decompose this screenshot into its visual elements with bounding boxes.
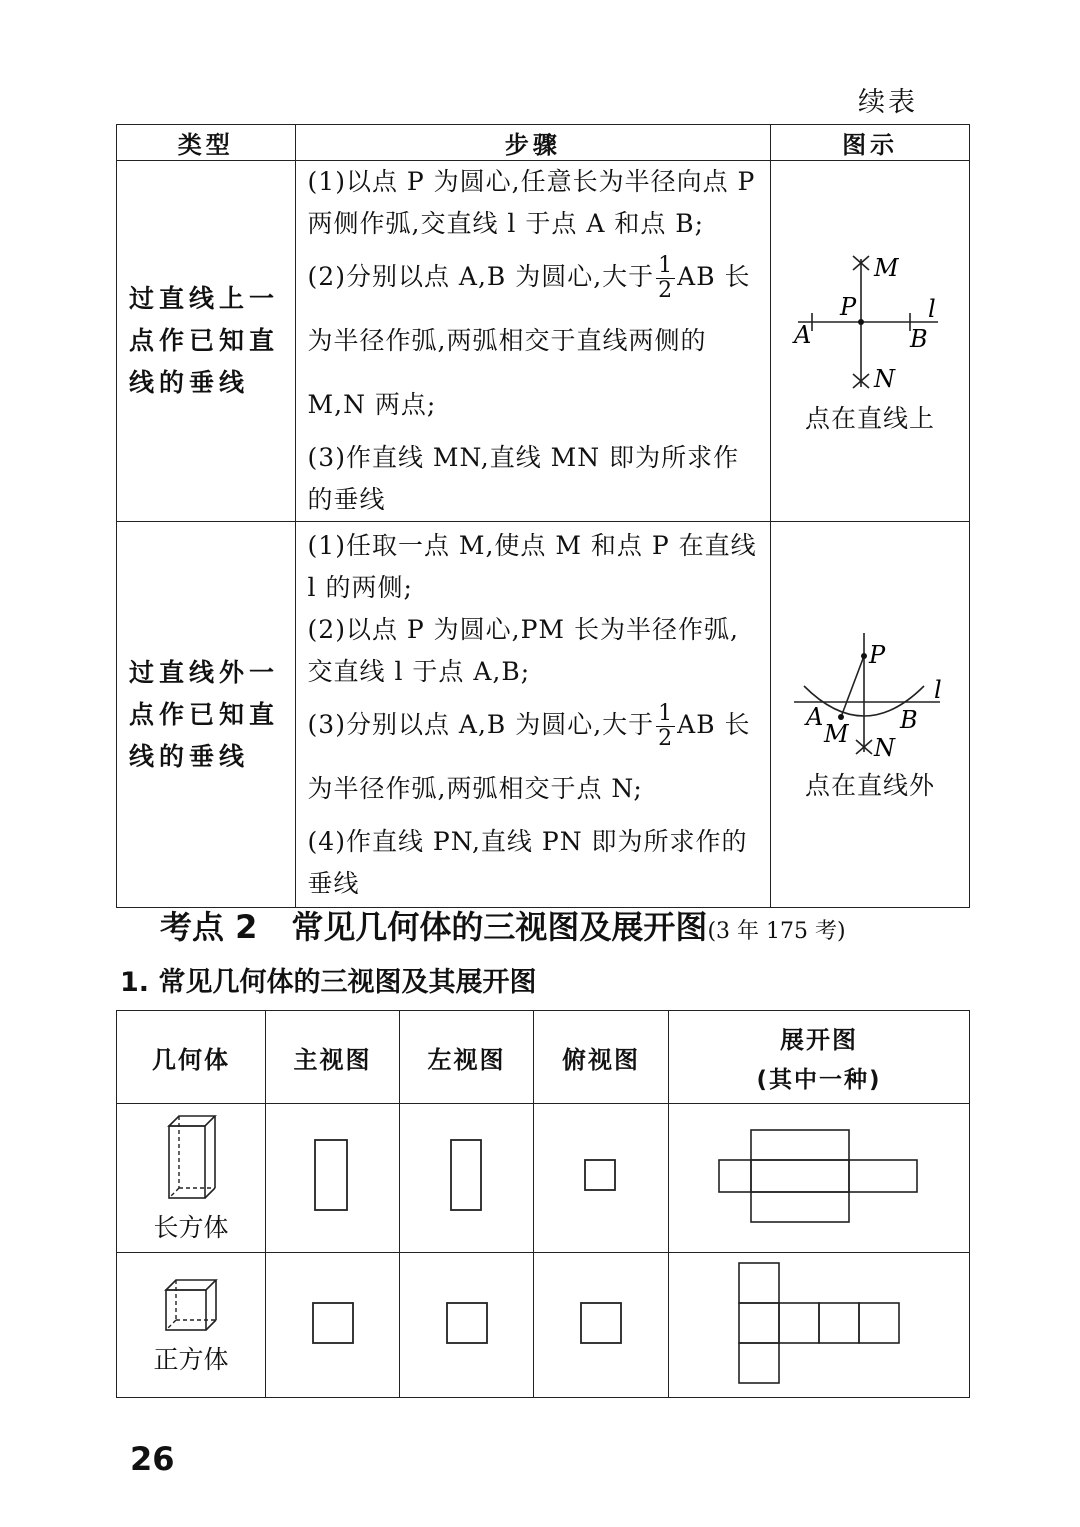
construction-table (116, 124, 970, 908)
page-number: 26 (130, 1440, 175, 1478)
step-text: (4)作直线 PN,直线 PN 即为所求作的垂线 (307, 826, 748, 898)
solid-cell (117, 1253, 266, 1398)
table-header-row (117, 125, 970, 161)
front-view-cell (266, 1253, 400, 1398)
three-views-table (116, 1010, 970, 1398)
header-type: 类型 (117, 125, 296, 161)
label-P: P (840, 293, 857, 321)
header-front-view: 主视图 (266, 1011, 400, 1104)
perpendicular-off-line-figure (790, 628, 950, 764)
row-type: 过直线外一点作已知直线的垂线 (117, 522, 296, 908)
solid-name: 长方体 (153, 1213, 229, 1242)
table-row (117, 1104, 970, 1253)
table-row (117, 161, 970, 522)
left-view-rect (447, 1138, 487, 1214)
step-text: (2)分别以点 A,B 为圆心,大于 $\frac{1}{2}$ AB 长为半径作弧,两弧相交于直线两侧的 M,N 两点; (307, 253, 751, 419)
net-cell (669, 1104, 970, 1253)
header-net: 展开图 (其中一种) (669, 1011, 970, 1104)
section-heading-text: 常见几何体的三视图及展开图 (291, 908, 708, 946)
row-steps (295, 522, 771, 908)
table-row (117, 1253, 970, 1398)
figure-caption: 点在直线外 (805, 770, 936, 800)
label-P: P (869, 640, 886, 669)
row-type: 过直线上一点作已知直线的垂线 (117, 161, 296, 522)
label-B: B (910, 325, 928, 353)
solid-name: 正方体 (153, 1345, 229, 1374)
left-view-cell (400, 1253, 534, 1398)
top-view-square (578, 1300, 624, 1346)
fraction: $\frac{1}{2}$ (658, 253, 674, 303)
continued-label: 续表 (858, 87, 918, 118)
label-N: N (874, 733, 896, 762)
label-l: l (934, 675, 942, 704)
top-view-cell (534, 1253, 669, 1398)
section-heading (160, 902, 846, 948)
figure-cell (771, 161, 970, 522)
label-l: l (928, 295, 936, 323)
cube-net (735, 1259, 903, 1387)
label-M: M (874, 254, 899, 282)
label-M: M (824, 719, 849, 748)
front-view-square (310, 1300, 356, 1346)
header-solid: 几何体 (117, 1011, 266, 1104)
section-note: (3 年 175 考) (707, 919, 846, 944)
header-left-view: 左视图 (400, 1011, 534, 1104)
step-text: (3)作直线 MN,直线 MN 即为所求作的垂线 (307, 443, 740, 514)
cuboid-net (717, 1128, 921, 1224)
label-A: A (806, 702, 824, 731)
fraction: $\frac{1}{2}$ (658, 700, 674, 751)
label-N: N (874, 365, 896, 393)
net-cell (669, 1253, 970, 1398)
table-row (117, 522, 970, 908)
section-title: 考点 2 (160, 908, 258, 946)
step-text: (3)分别以点 A,B 为圆心,大于 $\frac{1}{2}$ AB 长为半径作弧,两弧相交于点 N; (307, 700, 751, 803)
solid-cell (117, 1104, 266, 1253)
perpendicular-on-line-figure (790, 247, 950, 397)
subsection-heading: 1. 常见几何体的三视图及其展开图 (120, 967, 537, 998)
step-text: (1)以点 P 为圆心,任意长为半径向点 P 两侧作弧,交直线 l 于点 A 和点 B; (307, 167, 756, 238)
label-B: B (900, 705, 918, 734)
step-text: (2)以点 P 为圆心,PM 长为半径作弧,交直线 l 于点 A,B; (307, 614, 739, 686)
label-A: A (794, 321, 812, 349)
step-text: (1)任取一点 M,使点 M 和点 P 在直线 l 的两侧; (307, 530, 757, 602)
net-subheader: (其中一种) (756, 1067, 882, 1093)
table-header-row (117, 1011, 970, 1104)
cuboid-icon (161, 1112, 221, 1202)
front-view-cell (266, 1104, 400, 1253)
front-view-rect (313, 1138, 353, 1214)
row-steps (295, 161, 771, 522)
cube-icon (160, 1274, 222, 1334)
left-view-square (444, 1300, 490, 1346)
header-top-view: 俯视图 (534, 1011, 669, 1104)
header-steps: 步骤 (295, 125, 771, 161)
left-view-cell (400, 1104, 534, 1253)
top-view-cell (534, 1104, 669, 1253)
top-view-square (581, 1156, 621, 1196)
header-figure: 图示 (771, 125, 970, 161)
figure-caption: 点在直线上 (805, 404, 936, 433)
figure-cell (771, 522, 970, 908)
